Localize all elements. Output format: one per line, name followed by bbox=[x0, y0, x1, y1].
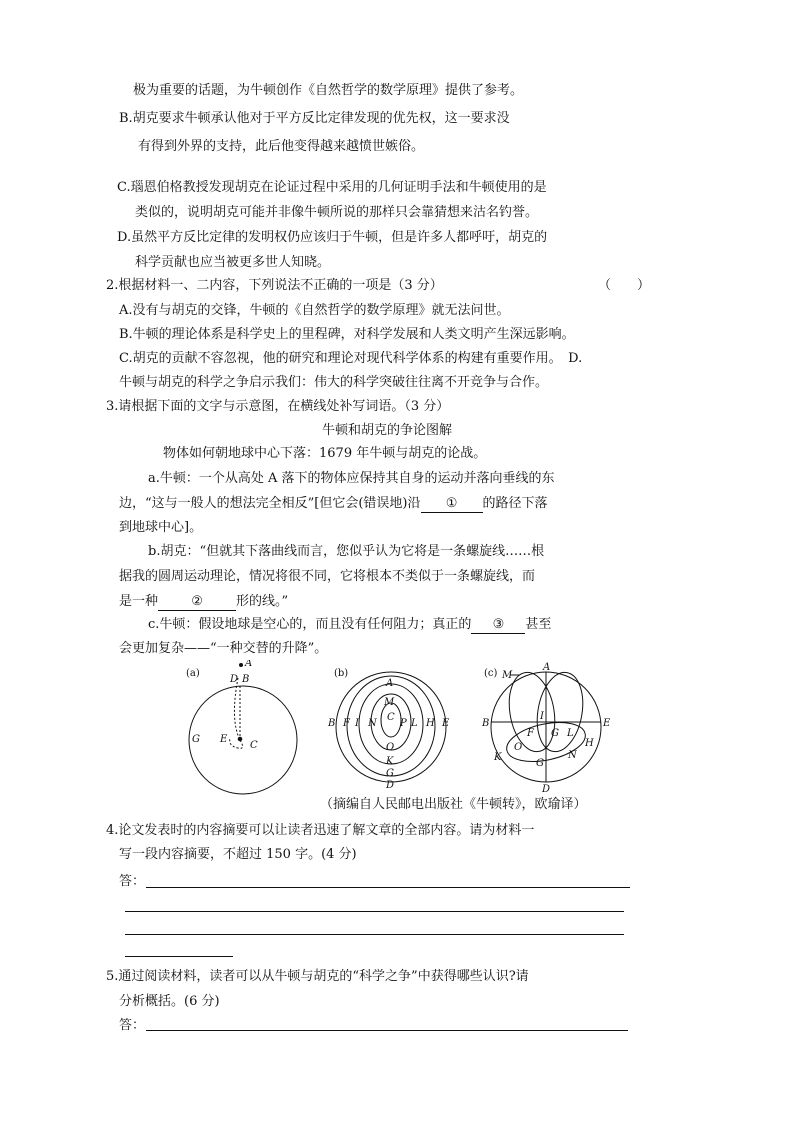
fig-a-tag: (a) bbox=[186, 668, 200, 679]
fig-a-label: C bbox=[250, 740, 258, 751]
fig-c-label: L bbox=[567, 728, 574, 739]
fig-b-label: C bbox=[387, 712, 395, 723]
fig-c-label: E bbox=[603, 718, 611, 729]
fig-b-label: O bbox=[386, 742, 395, 753]
diagram-title: 牛顿和胡克的争论图解 bbox=[322, 423, 453, 438]
answer-line[interactable] bbox=[125, 934, 624, 935]
fig-a-label: E bbox=[220, 734, 228, 745]
fig-c-label: A bbox=[543, 662, 551, 673]
question-4-line2: 写一段内容摘要，不超过 150 字。(4 分) bbox=[119, 847, 357, 862]
para-c-line1: c.牛顿：假设地球是空心的，而且没有任何阻力；真正的 ③ 甚至 bbox=[148, 617, 552, 632]
fig-b-tag: (b) bbox=[334, 668, 349, 679]
para-b-line2: 据我的圆周运动理论，情况将很不同，它将根本不类似于一条螺旋线，而 bbox=[119, 569, 536, 584]
option-d: 牛顿与胡克的科学之争启示我们：伟大的科学突破往往离不开竞争与合作。 bbox=[119, 375, 549, 390]
fig-b-label: L bbox=[411, 718, 418, 729]
fig-b-label: D bbox=[386, 780, 395, 791]
fig-a-label: G bbox=[192, 734, 200, 745]
option-d-line2: 科学贡献也应当被更多世人知晓。 bbox=[135, 255, 331, 270]
blank-3[interactable]: ③ bbox=[471, 617, 525, 634]
fig-b-label: A bbox=[386, 678, 394, 689]
figure-c bbox=[491, 669, 601, 782]
answer-label: 答： bbox=[119, 874, 146, 889]
fig-b-label: F bbox=[343, 718, 350, 729]
fig-c-label: D bbox=[542, 784, 551, 795]
fig-c-label: O bbox=[514, 742, 523, 753]
fig-a-label: D bbox=[230, 674, 239, 685]
question-5-line2: 分析概括。(6 分) bbox=[119, 994, 220, 1009]
question-2-stem: 2.根据材料一、二内容，下列说法不正确的一项是（3 分） bbox=[106, 278, 443, 293]
fig-b-label: N bbox=[368, 718, 377, 729]
text-line: 极为重要的话题，为牛顿创作《自然哲学的数学原理》提供了参考。 bbox=[133, 83, 524, 98]
question-5-line1: 5.通过阅读材料，读者可以从牛顿与胡克的“科学之争”中获得哪些认识?请 bbox=[106, 969, 529, 984]
figure-source: （摘编自人民邮电出版社《牛顿转》，欧瑜译） bbox=[320, 797, 587, 812]
answer-label: 答： bbox=[119, 1018, 146, 1033]
answer-line[interactable] bbox=[146, 1030, 628, 1031]
option-b-line2: 有得到外界的支持，此后他变得越来越愤世嫉俗。 bbox=[138, 139, 425, 154]
fig-b-label: K bbox=[386, 756, 394, 767]
fig-a-label: A bbox=[245, 660, 253, 669]
option-c-line2: 类似的，说明胡克可能并非像牛顿所说的那样只会靠猜想来沽名钓誉。 bbox=[135, 205, 539, 220]
para-a-line3: 到地球中心]。 bbox=[119, 520, 203, 535]
fig-b-label: G bbox=[386, 768, 394, 779]
fig-c-label: H bbox=[585, 738, 594, 749]
fig-b-label: I bbox=[355, 718, 359, 729]
option-c-line1: C.瑙恩伯格教授发现胡克在论证过程中采用的几何证明手法和牛顿使用的是 bbox=[117, 180, 547, 195]
answer-paren: （ ） bbox=[598, 278, 651, 293]
fig-c-label: G bbox=[536, 758, 544, 769]
intro-line: 物体如何朝地球中心下落：1679 年牛顿与胡克的论战。 bbox=[163, 446, 487, 461]
fig-c-label: N bbox=[568, 750, 577, 761]
para-a-line2: 边，“这与一般人的想法完全相反”[但它会(错误地)沿 ① 的路径下落 bbox=[119, 496, 548, 511]
para-b-line1: b.胡克：“但就其下落曲线而言，您似乎认为它将是一条螺旋线……根 bbox=[148, 544, 545, 559]
fig-c-tag: (c) bbox=[484, 668, 498, 679]
option-d-line1: D.虽然平方反比定律的发明权仍应该归于牛顿，但是许多人都呼吁，胡克的 bbox=[117, 230, 548, 245]
fig-c-label: B bbox=[482, 718, 490, 729]
fig-b-label: E bbox=[442, 718, 450, 729]
fig-b-label: B bbox=[328, 718, 336, 729]
para-b-line3: 是一种 ② 形的线。” bbox=[119, 594, 289, 609]
fig-b-label: M bbox=[384, 697, 395, 708]
blank-2[interactable]: ② bbox=[158, 594, 236, 611]
question-4-line1: 4.论文发表时的内容摘要可以让读者迅速了解文章的全部内容。请为材料一 bbox=[106, 823, 535, 838]
fig-c-label: K bbox=[494, 752, 502, 763]
option-c: C.胡克的贡献不容忽视，他的研究和理论对现代科学体系的构建有重要作用。 D. bbox=[119, 351, 583, 366]
blank-1[interactable]: ① bbox=[421, 496, 483, 513]
answer-line[interactable] bbox=[125, 911, 624, 912]
newton-hooke-figure bbox=[180, 660, 620, 795]
fig-b-label: P bbox=[400, 718, 407, 729]
option-b: B.牛顿的理论体系是科学史上的里程碑，对科学发展和人类文明产生深远影响。 bbox=[119, 327, 575, 342]
fig-c-label: M bbox=[502, 670, 513, 681]
option-b-line1: B.胡克要求牛顿承认他对于平方反比定律发现的优先权，这一要求没 bbox=[119, 111, 510, 126]
fig-c-label: I bbox=[540, 711, 544, 722]
fig-a-label: B bbox=[242, 674, 250, 685]
para-c-line2: 会更加复杂——“一种交替的升降”。 bbox=[119, 641, 328, 656]
fig-b-label: H bbox=[426, 718, 435, 729]
question-3-stem: 3.请根据下面的文字与示意图，在横线处补写词语。（3 分） bbox=[106, 399, 450, 414]
fig-c-label: F bbox=[527, 728, 534, 739]
answer-line[interactable] bbox=[146, 887, 630, 888]
answer-line[interactable] bbox=[125, 956, 233, 957]
option-a: A.没有与胡克的交锋，牛顿的《自然哲学的数学原理》就无法问世。 bbox=[119, 303, 510, 318]
para-a-line1: a.牛顿：一个从高处 A 落下的物体应保持其自身的运动并落向垂线的东 bbox=[148, 471, 555, 486]
fig-c-label: G bbox=[551, 728, 559, 739]
